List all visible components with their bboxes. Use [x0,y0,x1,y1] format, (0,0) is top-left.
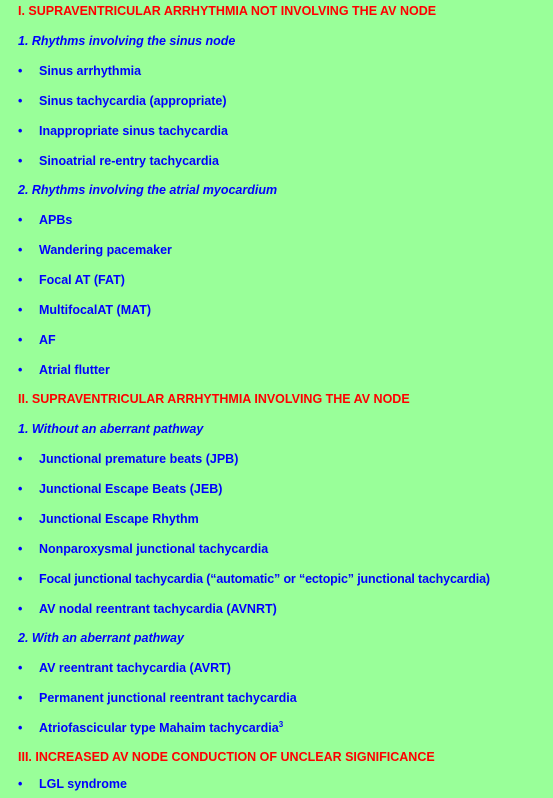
bullet-icon: • [18,363,23,377]
list-item [18,511,199,527]
list-item [18,451,238,467]
list-item [18,720,283,736]
list-item [18,571,490,587]
list-item [18,541,268,557]
list-item-label: Atrial flutter [39,363,110,377]
group-heading: 1. Without an aberrant pathway [18,422,204,436]
bullet-icon: • [18,243,23,257]
bullet-icon: • [18,94,23,108]
bullet-icon: • [18,213,23,227]
group-heading: 2. With an aberrant pathway [18,631,184,645]
bullet-icon: • [18,482,23,496]
bullet-icon: • [18,303,23,317]
group-heading: 1. Rhythms involving the sinus node [18,34,236,48]
bullet-icon: • [18,333,23,347]
list-item [18,272,125,288]
bullet-icon: • [18,273,23,287]
list-item-label: Focal AT (FAT) [39,273,125,287]
bullet-icon: • [18,572,23,586]
bullet-icon: • [18,691,23,705]
bullet-icon: • [18,602,23,616]
list-item-label: Wandering pacemaker [39,243,172,257]
bullet-icon: • [18,777,23,791]
list-item [18,332,56,348]
list-item-label: Sinoatrial re-entry tachycardia [39,154,219,168]
list-item-label: Nonparoxysmal junctional tachycardia [39,542,269,556]
list-item-label: AV nodal reentrant tachycardia (AVNRT) [39,602,277,616]
section-heading: II. SUPRAVENTRICULAR ARRHYTHMIA INVOLVING THE AV NODE [18,392,410,406]
bullet-icon: • [18,661,23,675]
list-item [18,481,222,497]
list-item [18,362,110,378]
list-item [18,93,227,109]
list-item [18,601,277,617]
bullet-icon: • [18,512,23,526]
list-item-label: Junctional Escape Beats (JEB) [39,482,223,496]
list-item [18,153,219,169]
list-item [18,242,172,258]
list-item [18,302,151,318]
list-item-label: AV reentrant tachycardia (AVRT) [39,661,231,675]
list-item-label: AF [39,333,56,347]
list-item [18,776,127,792]
list-item-label: Atriofascicular type Mahaim tachycardia [39,721,279,735]
bullet-icon: • [18,154,23,168]
list-item-label: Sinus arrhythmia [39,64,142,78]
bullet-icon: • [18,721,23,735]
bullet-icon: • [18,452,23,466]
bullet-icon: • [18,542,23,556]
list-item [18,123,228,139]
list-item-label: Sinus tachycardia (appropriate) [39,94,227,108]
list-item-label: Junctional premature beats (JPB) [39,452,239,466]
list-item [18,212,72,228]
list-item [18,660,231,676]
list-item [18,63,141,79]
list-item-label: Permanent junctional reentrant tachycardia [39,691,297,705]
footnote-mark: 3 [278,719,284,729]
bullet-icon: • [18,124,23,138]
list-item-label: Inappropriate sinus tachycardia [39,124,228,138]
list-item-label: LGL syndrome [39,777,127,791]
section-heading: III. INCREASED AV NODE CONDUCTION OF UNCLEAR SIGNIFICANCE [18,750,435,764]
list-item [18,690,297,706]
list-item-label: MultifocalAT (MAT) [39,303,152,317]
list-item-label: Junctional Escape Rhythm [39,512,199,526]
list-item-label: Focal junctional tachycardia (“automatic” or “ectopic” junctional tachycardia) [39,572,490,586]
bullet-icon: • [18,64,23,78]
section-heading: I. SUPRAVENTRICULAR ARRHYTHMIA NOT INVOLVING THE AV NODE [18,4,437,18]
list-item-label: APBs [39,213,73,227]
group-heading: 2. Rhythms involving the atrial myocardium [18,183,278,197]
